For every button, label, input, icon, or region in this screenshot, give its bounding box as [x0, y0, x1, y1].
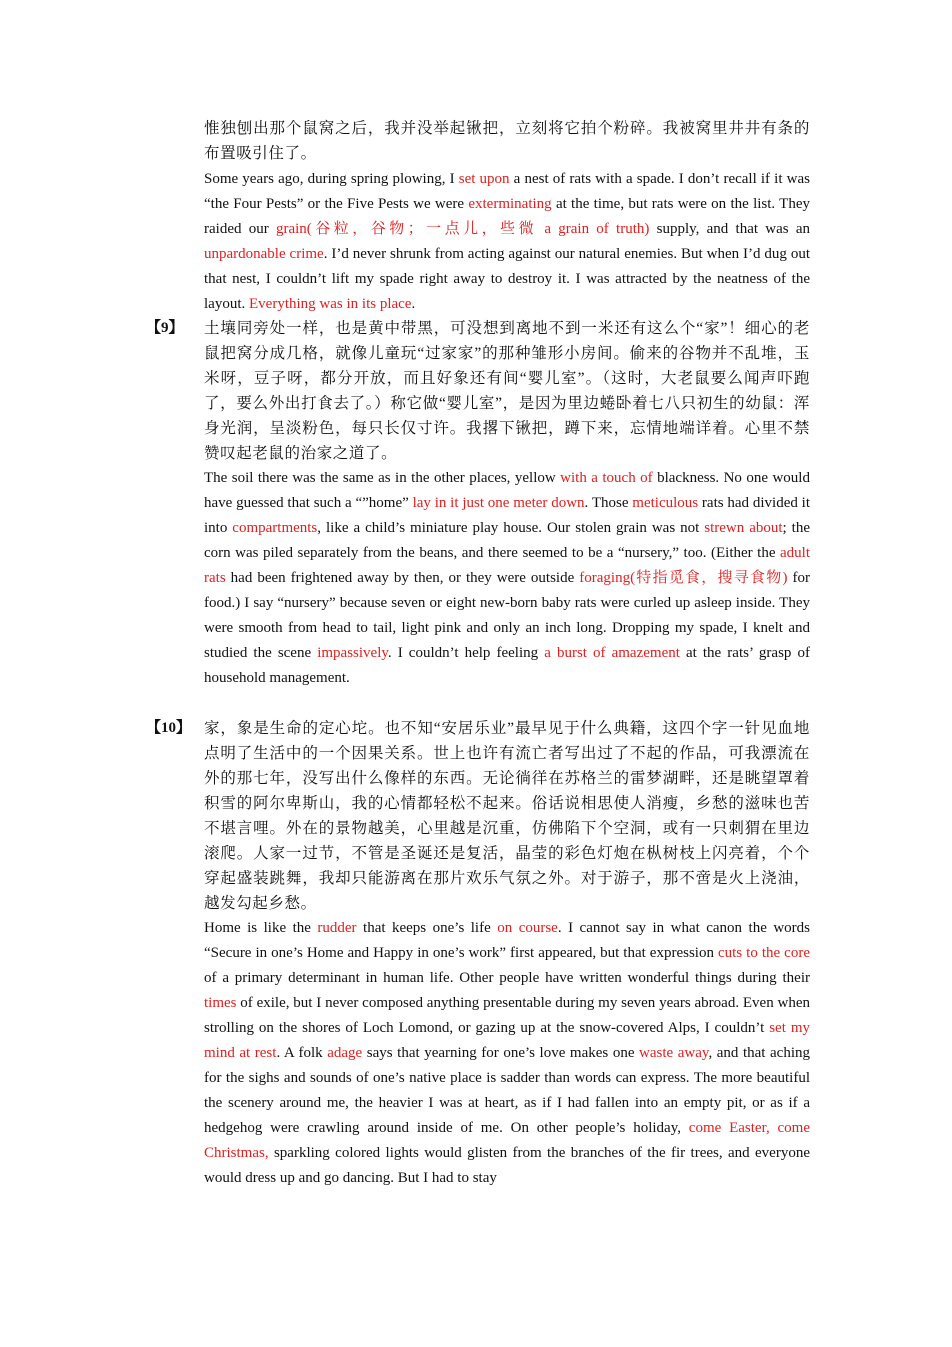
text-run: , like a child’s miniature play house. Our stolen grain was not: [317, 520, 705, 536]
text-run: supply, and that was an: [649, 221, 810, 237]
highlighted-phrase: cuts to the core: [717, 945, 810, 961]
highlighted-phrase: foraging(特指觅食，搜寻食物): [579, 570, 788, 586]
paragraph-10-chinese: [204, 716, 810, 916]
text-run: . I’d never shrunk from acting against our natural enemies. But when I’d dug out that nest, I couldn’t lift my spade right away to destroy it. I was attracted by the neatness of the layout.: [204, 246, 810, 312]
highlighted-phrase: strewn about: [704, 520, 783, 536]
text-run: of a primary determinant in human life. Other people have written wonderful things during their: [204, 970, 810, 986]
text-run: ; the corn was piled separately from the beans, and there seemed to be a “nursery,” too. (Either the: [204, 520, 810, 561]
highlighted-phrase: a burst of amazement: [544, 645, 680, 661]
paragraph-9-chinese: [204, 316, 810, 466]
text-run: . Those: [584, 495, 633, 511]
paragraph-9-english: [204, 466, 810, 691]
text-run: rats had divided it into: [204, 495, 810, 536]
highlighted-phrase: compartments: [232, 520, 318, 536]
highlighted-phrase: meticulous: [632, 495, 699, 511]
highlighted-phrase: with a touch of: [560, 470, 653, 486]
highlighted-phrase: waste away: [639, 1045, 709, 1061]
text-run: 惟独刨出那个鼠窝之后，我并没举起锹把，立刻将它拍个粉碎。我被窝里井井有条的布置吸引住了。: [204, 120, 810, 162]
text-run: sparkling colored lights would glisten from the branches of the fir trees, and everyone would dress up and go dancing. But I had to stay: [204, 1145, 810, 1186]
highlighted-phrase: rudder: [317, 920, 357, 936]
paragraph-number-9: 【9】: [146, 320, 184, 336]
paragraph-10-english: [204, 916, 810, 1191]
text-run: at the rats’ grasp of household management.: [204, 645, 810, 686]
text-run: Some years ago, during spring plowing, I: [204, 171, 459, 187]
highlighted-phrase: set my mind at rest: [204, 1020, 810, 1061]
text-run: at the time, but rats were on the list. They raided our: [204, 196, 810, 237]
text-run: The soil there was the same as in the other places, yellow: [204, 470, 561, 486]
highlighted-phrase: adage: [327, 1045, 363, 1061]
highlighted-phrase: times: [204, 995, 237, 1011]
highlighted-phrase: Everything was in its place: [249, 296, 412, 312]
text-run: Home is like the: [204, 920, 318, 936]
text-run: a nest of rats with a spade. I don’t recall if it was “the Four Pests” or the Five Pests we were: [204, 171, 810, 212]
text-run: . A folk: [276, 1045, 328, 1061]
text-run: had been frightened away by then, or they were outside: [225, 570, 580, 586]
highlighted-phrase: grain(谷粒，谷物；一点儿，些微 a grain of truth): [275, 221, 650, 237]
highlighted-phrase: unpardonable crime: [204, 246, 324, 262]
text-run: blackness. No one would have guessed that such a “”home”: [204, 470, 810, 511]
text-run: 土壤同旁处一样，也是黄中带黑，可没想到离地不到一米还有这么个“家”！细心的老鼠把窝分成几格，就像儿童玩“过家家”的那种雏形小房间。偷来的谷物并不乱堆，玉米呀，豆子呀，都分开放，而且好象还有间“婴儿室”。（这时，大老鼠要么闻声吓跑了，要么外出打食去了。）称它做“婴儿室”，是因为里边蜷卧着七八只初生的幼鼠：浑身光润，呈淡粉色，每只长仅寸许。我撂下锹把，蹲下来，忘情地端详着。心里不禁赞叹起老鼠的治家之道了。: [204, 320, 810, 462]
text-run: .: [411, 296, 416, 312]
highlighted-phrase: impassively: [317, 645, 388, 661]
text-run: says that yearning for one’s love makes one: [362, 1045, 640, 1061]
text-run: of exile, but I never composed anything presentable during my seven years abroad. Even when strolling on the shores of Loch Lomond, or gazing up at the snow-covered Alps, I couldn’t: [204, 995, 810, 1036]
text-run: , and that aching for the sighs and sounds of one’s native place is sadder than words can express. The more beautiful the scenery around me, the heavier I was at heart, as if I had fallen into an empty pit, or as if a hedgehog were crawling around inside of me. On other people’s holiday,: [204, 1045, 811, 1136]
text-run: for food.) I say “nursery” because seven or eight new-born baby rats were curled up asleep inside. They were smooth from head to tail, light pink and only an inch long. Dropping my spade, I knelt and studied the scene: [204, 570, 810, 661]
text-run: 家，象是生命的定心坨。也不知“安居乐业”最早见于什么典籍，这四个字一针见血地点明了生活中的一个因果关系。世上也许有流亡者写出过了不起的作品，可我漂流在外的那七年，没写出什么像样的东西。无论徜徉在苏格兰的雷梦湖畔，还是眺望罩着积雪的阿尔卑斯山，我的心情都轻松不起来。俗话说相思使人消瘦，乡愁的滋味也苦不堪言哩。外在的景物越美，心里越是沉重，仿佛陷下个空洞，或有一只刺猬在里边滚爬。人家一过节，不管是圣诞还是复活，晶莹的彩色灯炮在枞树枝上闪亮着，个个穿起盛装跳舞，我却只能游离在那片欢乐气氛之外。对于游子，那不啻是火上浇油，越发勾起乡愁。: [204, 720, 810, 912]
text-run: that keeps one’s life: [356, 920, 498, 936]
highlighted-phrase: set upon: [458, 171, 510, 187]
highlighted-phrase: exterminating: [468, 196, 552, 212]
highlighted-phrase: adult rats: [204, 545, 810, 586]
highlighted-phrase: come Easter, come Christmas,: [204, 1120, 811, 1161]
highlighted-phrase: lay in it just one meter down: [412, 495, 585, 511]
paragraph-8-english: [204, 167, 810, 317]
paragraph-number-10: 【10】: [146, 720, 192, 736]
paragraph-8-chinese-tail: [204, 116, 810, 166]
highlighted-phrase: on course: [497, 920, 558, 936]
text-run: . I cannot say in what canon the words “Secure in one’s Home and Happy in one’s work” first appeared, but that expression: [204, 920, 810, 961]
text-run: . I couldn’t help feeling: [387, 645, 545, 661]
